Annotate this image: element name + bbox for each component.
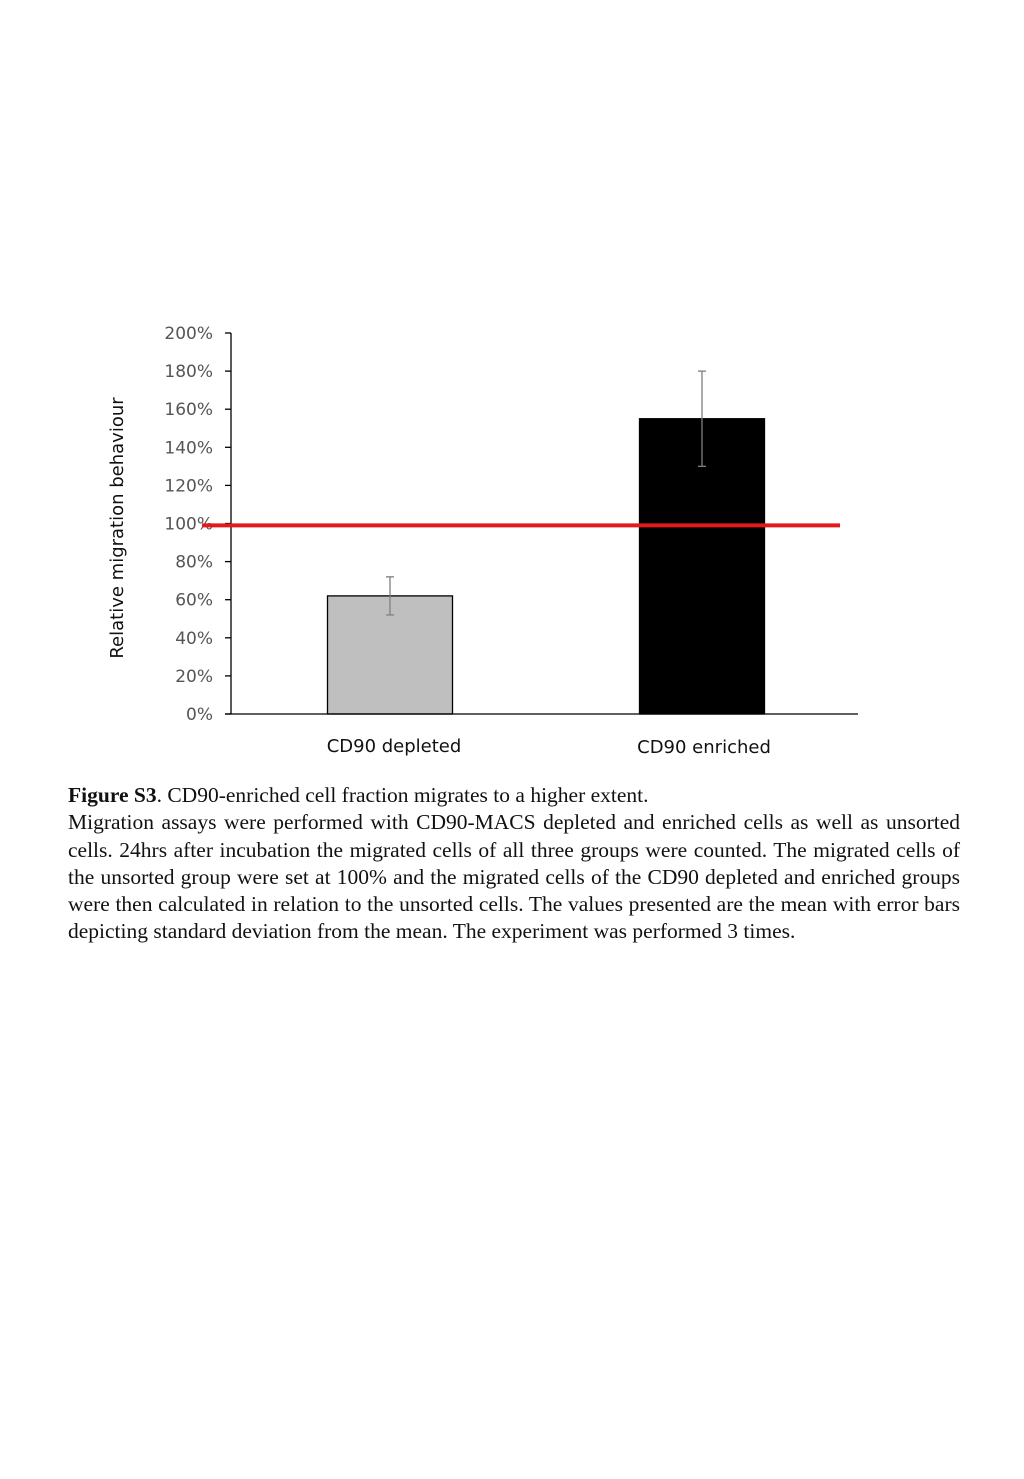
category-label-cd90-depleted: CD90 depleted bbox=[326, 736, 462, 757]
figure-caption bbox=[68, 782, 960, 946]
y-tick-label: 80% bbox=[175, 552, 213, 573]
y-tick-label: 200% bbox=[164, 324, 213, 344]
y-tick-label: 160% bbox=[164, 400, 213, 421]
y-tick-label: 140% bbox=[164, 438, 213, 459]
category-label-cd90-enriched: CD90 enriched bbox=[637, 737, 771, 758]
y-tick-label: 60% bbox=[175, 590, 213, 611]
y-tick-label: 180% bbox=[164, 362, 213, 383]
y-tick-label: 100% bbox=[164, 514, 213, 535]
x-axis bbox=[225, 714, 858, 758]
caption-heading bbox=[68, 782, 960, 809]
caption-body: Migration assays were performed with CD90-MACS depleted and enriched cells as well as unsorted cells. 24hrs after incubation the migrated cells of all three groups were counted. The migrated cells of the unsorted group were set at 100% and the migrated cells of the CD90 depleted and enriched groups were then calculated in relation to the unsorted cells. The values presented are the mean with error bars depicting standard deviation from the mean. The experiment was performed 3 times. bbox=[68, 810, 960, 944]
bars bbox=[328, 419, 765, 714]
y-tick-label: 120% bbox=[164, 476, 213, 497]
y-axis-title: Relative migration behaviour bbox=[107, 397, 128, 659]
caption-title: . CD90-enriched cell fraction migrates to a higher extent. bbox=[156, 783, 649, 807]
y-tick-label: 40% bbox=[175, 628, 213, 649]
y-tick-label: 20% bbox=[175, 666, 213, 687]
y-tick-label: 0% bbox=[186, 705, 213, 725]
figure-label: Figure S3 bbox=[68, 783, 157, 807]
